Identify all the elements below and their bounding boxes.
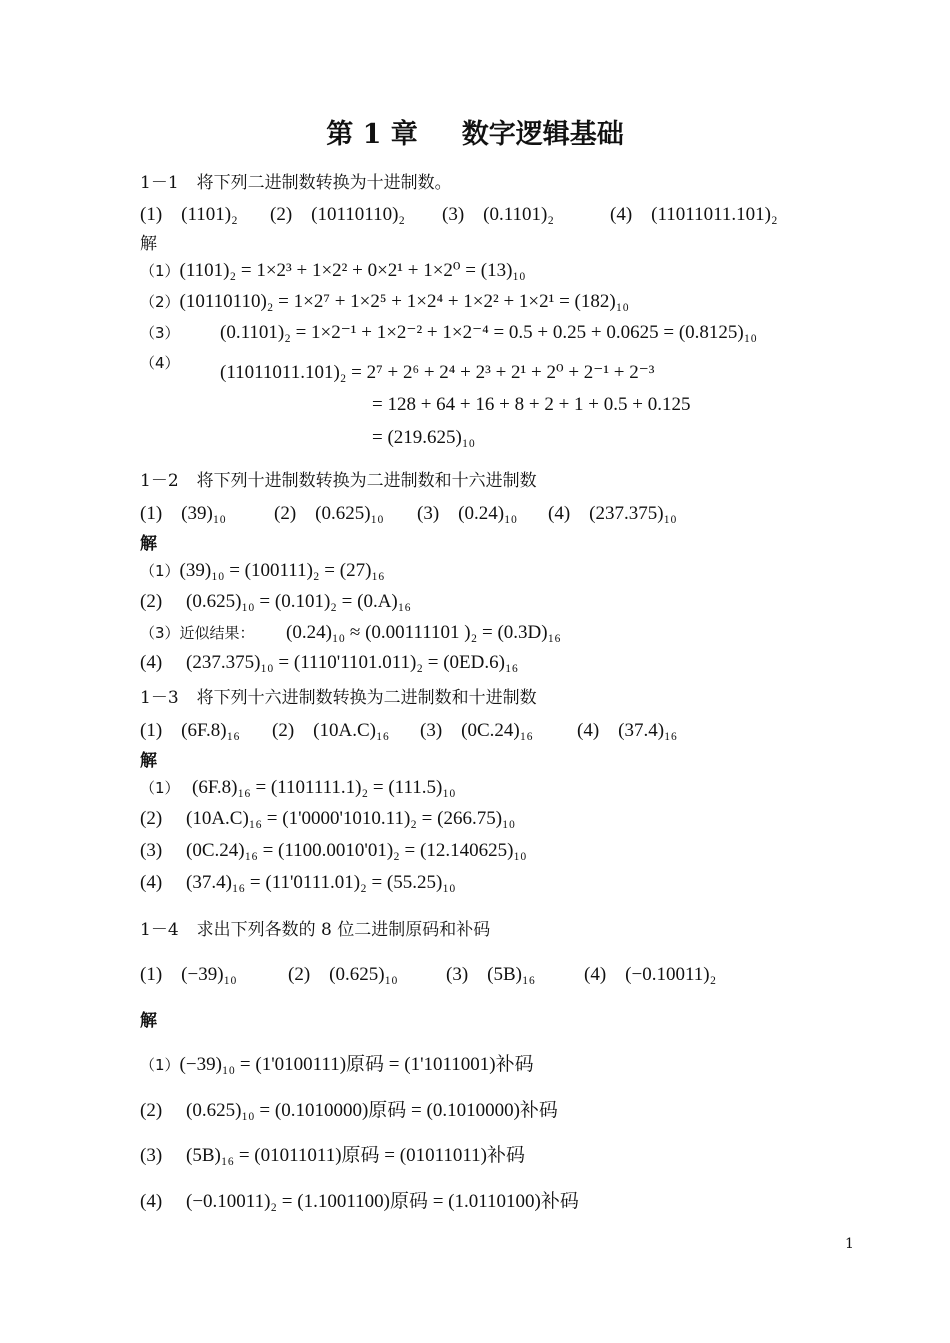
solution-label: 解 xyxy=(140,751,157,771)
question-item: (4) (11011011.101)₂ xyxy=(610,204,778,225)
question-1-3-items xyxy=(140,715,677,742)
question-item: (2) (10110110)₂ xyxy=(270,204,406,225)
answer-expression: (1101)₂ = 1×2³ + 1×2² + 0×2¹ + 1×2⁰ = (13)₁₀ xyxy=(179,260,526,281)
answer-line xyxy=(140,777,456,799)
answer-continuation: = (219.625)₁₀ xyxy=(372,427,476,448)
answer-label: (4) xyxy=(140,652,163,673)
answer-expression: (0C.24)₁₆ = (1100.0010'01)₂ = (12.140625)₁₀ xyxy=(186,840,527,861)
question-1-4-items xyxy=(140,959,716,986)
question-item: (3) (5B)₁₆ xyxy=(446,964,536,985)
question-text: 求出下列各数的 8 位二进制原码和补码 xyxy=(196,920,491,940)
answer-label: （1） xyxy=(140,562,180,580)
answer-expression: (−39)₁₀ = (1'0100111)原码 = (1'1011001)补码 xyxy=(179,1054,534,1075)
question-item: (3) (0.24)₁₀ xyxy=(417,503,518,524)
question-number: 1－4 xyxy=(140,920,179,940)
question-text: 将下列二进制数转换为十进制数。 xyxy=(196,173,452,193)
question-1-3-header xyxy=(140,683,537,708)
answer-expression: (0.1101)₂ = 1×2⁻¹ + 1×2⁻² + 1×2⁻⁴ = 0.5 + 0.25 + 0.0625 = (0.8125)₁₀ xyxy=(220,322,757,343)
question-1-2-items xyxy=(140,498,677,525)
answer-label: （1） xyxy=(140,1056,180,1074)
solution-label: 解 xyxy=(140,1011,157,1031)
answer-label: (2) xyxy=(140,1100,163,1121)
answer-label: （1） xyxy=(140,262,180,280)
answer-line xyxy=(140,652,518,674)
solution-label: 解 xyxy=(140,234,157,254)
answer-expression: (10110110)₂ = 1×2⁷ + 1×2⁵ + 1×2⁴ + 1×2² + 1×2¹ = (182)₁₀ xyxy=(179,291,629,312)
question-item: (2) (10A.C)₁₆ xyxy=(272,720,390,741)
answer-label: （3） xyxy=(140,324,180,342)
answer-expression: (6F.8)₁₆ = (1101111.1)₂ = (111.5)₁₀ xyxy=(192,777,456,798)
question-item: (2) (0.625)₁₀ xyxy=(288,964,398,985)
question-text: 将下列十进制数转换为二进制数和十六进制数 xyxy=(196,471,537,491)
question-1-1-items xyxy=(140,199,778,226)
answer-expression: (−0.10011)₂ = (1.1001100)原码 = (1.0110100)补码 xyxy=(186,1191,579,1212)
answer-label: (2) xyxy=(140,591,163,612)
answer-label: (3) xyxy=(140,840,163,861)
answer-line xyxy=(140,1186,579,1213)
page-title xyxy=(0,112,950,151)
solution-label: 解 xyxy=(140,534,157,554)
page-number: 1 xyxy=(845,1236,854,1252)
answer-expression: (0.625)₁₀ = (0.1010000)原码 = (0.1010000)补码 xyxy=(186,1100,558,1121)
answer-line xyxy=(140,1140,525,1167)
answer-expression: (10A.C)₁₆ = (1'0000'1010.11)₂ = (266.75)₁₀ xyxy=(186,808,516,829)
answer-line xyxy=(140,591,411,613)
question-item: (3) (0.1101)₂ xyxy=(442,204,554,225)
chapter-name: 数字逻辑基础 xyxy=(461,119,624,150)
answer-line xyxy=(140,259,526,282)
chapter-number: 第 1 章 xyxy=(326,119,418,150)
question-item: (1) (39)₁₀ xyxy=(140,503,227,524)
answer-line xyxy=(140,560,385,582)
question-item: (3) (0C.24)₁₆ xyxy=(420,720,533,741)
answer-label: (2) xyxy=(140,808,163,829)
answer-label: （2） xyxy=(140,293,180,311)
answer-label: （3）近似结果： xyxy=(140,624,255,642)
answer-label: （1） xyxy=(140,779,180,797)
answer-line xyxy=(140,840,527,862)
question-item: (2) (0.625)₁₀ xyxy=(274,503,384,524)
question-item: (4) (−0.10011)₂ xyxy=(584,964,717,985)
answer-expression: (39)₁₀ = (100111)₂ = (27)₁₆ xyxy=(179,560,385,581)
answer-expression: (0.625)₁₀ = (0.101)₂ = (0.A)₁₆ xyxy=(186,591,411,612)
answer-line xyxy=(140,622,561,644)
question-item: (4) (237.375)₁₀ xyxy=(548,503,677,524)
answer-line xyxy=(140,1095,558,1122)
question-number: 1－1 xyxy=(140,173,179,193)
answer-expression: (5B)₁₆ = (01011011)原码 = (01011011)补码 xyxy=(186,1145,525,1166)
answer-expression: (11011011.101)₂ = 2⁷ + 2⁶ + 2⁴ + 2³ + 2¹ + 2⁰ + 2⁻¹ + 2⁻³ xyxy=(220,362,655,383)
answer-expression: (237.375)₁₀ = (1110'1101.011)₂ = (0ED.6)₁₆ xyxy=(186,652,519,673)
answer-label: (4) xyxy=(140,872,163,893)
answer-line xyxy=(140,321,757,344)
question-text: 将下列十六进制数转换为二进制数和十进制数 xyxy=(196,688,537,708)
question-1-2-header xyxy=(140,466,537,491)
answer-line xyxy=(140,872,456,894)
question-item: (1) (1101)₂ xyxy=(140,204,238,225)
question-number: 1－2 xyxy=(140,471,179,491)
question-1-1-header xyxy=(140,168,452,193)
answer-expression: (0.24)₁₀ ≈ (0.00111101 )₂ = (0.3D)₁₆ xyxy=(286,622,561,643)
question-item: (1) (−39)₁₀ xyxy=(140,964,237,985)
answer-line xyxy=(140,291,629,313)
answer-expression: (37.4)₁₆ = (11'0111.01)₂ = (55.25)₁₀ xyxy=(186,872,456,893)
answer-line xyxy=(140,1049,534,1076)
answer-continuation: = 128 + 64 + 16 + 8 + 2 + 1 + 0.5 + 0.125 xyxy=(372,394,691,415)
answer-line xyxy=(140,808,515,830)
answer-label: （4） xyxy=(140,354,180,372)
question-1-4-header xyxy=(140,915,490,940)
question-number: 1－3 xyxy=(140,688,179,708)
answer-label: (3) xyxy=(140,1145,163,1166)
question-item: (1) (6F.8)₁₆ xyxy=(140,720,240,741)
question-item: (4) (37.4)₁₆ xyxy=(577,720,678,741)
answer-label: (4) xyxy=(140,1191,163,1212)
